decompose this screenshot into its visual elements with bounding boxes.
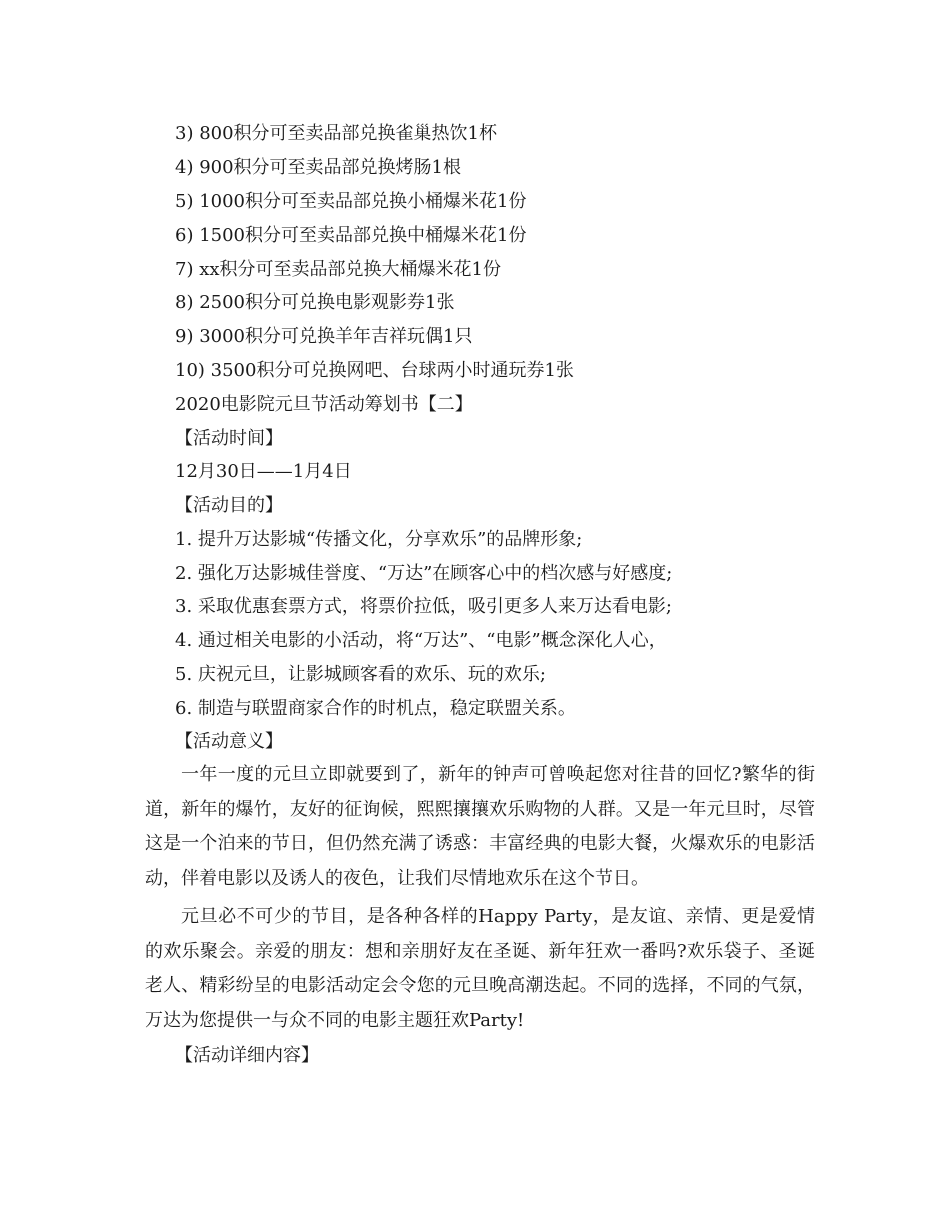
list-item: 3) 800积分可至卖品部兑换雀巢热饮1杯 — [175, 123, 498, 144]
meaning-paragraph: 一年一度的元旦立即就要到了，新年的钟声可曾唤起您对往昔的回忆?繁华的街道，新年的爆竹，友好的征询候，熙熙攘攘欢乐购物的人群。又是一年元旦时，尽管这是一个泊来的节日，但仍然充满了诱惑：丰富经典的电影大餐，火爆欢乐的电影活动，伴着电影以及诱人的夜色，让我们尽情地欢乐在这个节日。 — [145, 764, 815, 889]
meaning-paragraph: 元旦必不可少的节目，是各种各样的Happy Party，是友谊、亲情、更是爱情的欢乐聚会。亲爱的朋友：想和亲朋好友在圣诞、新年狂欢一番吗?欢乐袋子、圣诞老人、精彩纷呈的电影活动定会令您的元旦晚高潮迭起。不同的选择，不同的气氛，万达为您提供一与众不同的电影主题狂欢Party! — [145, 906, 815, 1031]
list-item: 8) 2500积分可兑换电影观影券1张 — [175, 292, 455, 313]
list-item: 9) 3000积分可兑换羊年吉祥玩偶1只 — [175, 326, 473, 347]
time-heading: 【活动时间】 — [175, 428, 283, 449]
purpose-heading: 【活动目的】 — [175, 495, 283, 516]
list-item: 4) 900积分可至卖品部兑换烤肠1根 — [175, 157, 462, 178]
list-item: 6) 1500积分可至卖品部兑换中桶爆米花1份 — [175, 225, 527, 246]
time-value: 12月30日——1月4日 — [175, 461, 352, 482]
purpose-item: 6. 制造与联盟商家合作的时机点，稳定联盟关系。 — [175, 698, 576, 719]
purpose-item: 4. 通过相关电影的小活动，将“万达”、“电影”概念深化人心， — [175, 630, 667, 651]
list-item: 5) 1000积分可至卖品部兑换小桶爆米花1份 — [175, 191, 527, 212]
details-heading: 【活动详细内容】 — [175, 1045, 319, 1066]
list-item: 10) 3500积分可兑换网吧、台球两小时通玩券1张 — [175, 360, 574, 381]
purpose-item: 5. 庆祝元旦，让影城顾客看的欢乐、玩的欢乐; — [175, 664, 546, 685]
list-item: 7) xx积分可至卖品部兑换大桶爆米花1份 — [175, 259, 501, 280]
purpose-item: 3. 采取优惠套票方式，将票价拉低，吸引更多人来万达看电影; — [175, 596, 672, 617]
purpose-item: 2. 强化万达影城佳誉度、“万达”在顾客心中的档次感与好感度; — [175, 563, 673, 584]
section-title: 2020电影院元旦节活动筹划书【二】 — [175, 394, 473, 415]
purpose-item: 1. 提升万达影城“传播文化，分享欢乐”的品牌形象; — [175, 529, 583, 550]
meaning-heading: 【活动意义】 — [175, 731, 283, 752]
